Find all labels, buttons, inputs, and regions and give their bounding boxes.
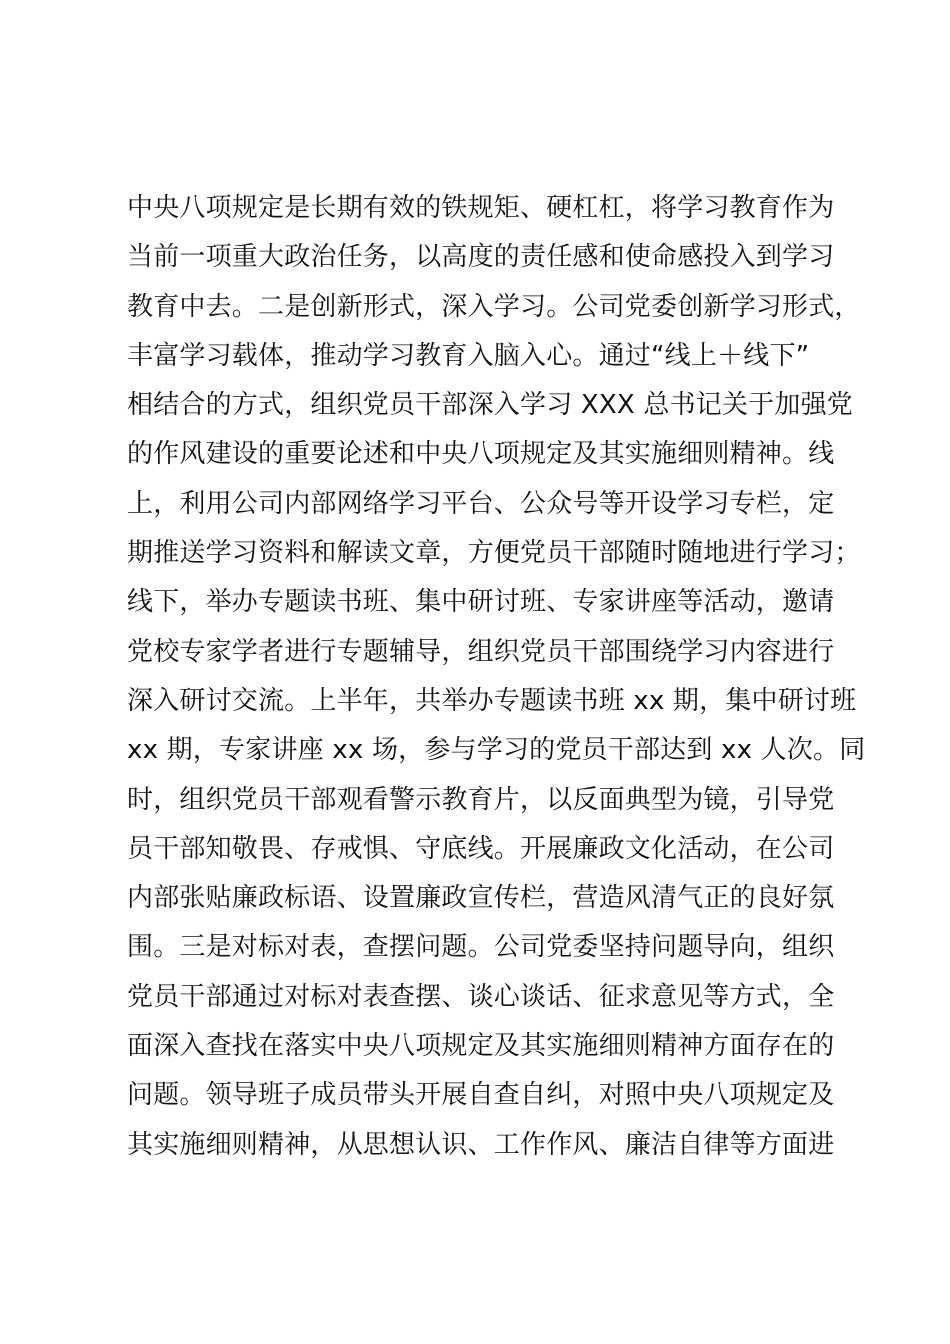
text-line-6: 的作风建设的重要论述和中央八项规定及其实施细则精神。线 [127, 439, 835, 470]
text-line-13: 时，组织党员干部观看警示教育片，以反面典型为镜，引导党 [127, 784, 835, 815]
text-line-8: 期推送学习资料和解读文章，方便党员干部随时随地进行学习； [127, 538, 861, 569]
text-line-2: 当前一项重大政治任务，以高度的责任感和使命感投入到学习 [127, 242, 835, 273]
text-line-12: xx 期，专家讲座 xx 场，参与学习的党员干部达到 xx 人次。同 [127, 735, 866, 766]
text-line-20: 其实施细则精神，从思想认识、工作作风、廉洁自律等方面进 [127, 1129, 835, 1160]
body-paragraph [127, 184, 867, 1170]
text-line-10: 党校专家学者进行专题辅导，组织党员干部围绕学习内容进行 [127, 636, 835, 667]
text-line-4: 丰富学习载体，推动学习教育入脑入心。通过“线上＋线下” [127, 340, 810, 371]
text-line-11: 深入研讨交流。上半年，共举办专题读书班 xx 期，集中研讨班 [127, 685, 857, 716]
text-line-18: 面深入查找在落实中央八项规定及其实施细则精神方面存在的 [127, 1031, 835, 1062]
text-line-1: 中央八项规定是长期有效的铁规矩、硬杠杠，将学习教育作为 [127, 193, 835, 223]
text-line-14: 员干部知敬畏、存戒惧、守底线。开展廉政文化活动，在公司 [127, 833, 835, 864]
text-line-5: 相结合的方式，组织党员干部深入学习 XXX 总书记关于加强党 [127, 390, 853, 421]
text-line-17: 党员干部通过对标对表查摆、谈心谈话、征求意见等方式，全 [127, 981, 835, 1012]
text-line-9: 线下，举办专题读书班、集中研讨班、专家讲座等活动，邀请 [127, 587, 835, 618]
text-line-16: 围。三是对标对表，查摆问题。公司党委坚持问题导向，组织 [127, 932, 835, 963]
text-line-7: 上，利用公司内部网络学习平台、公众号等开设学习专栏，定 [127, 488, 835, 519]
text-line-3: 教育中去。二是创新形式，深入学习。公司党委创新学习形式， [127, 291, 861, 322]
text-line-19: 问题。领导班子成员带头开展自查自纠，对照中央八项规定及 [127, 1080, 835, 1111]
text-line-15: 内部张贴廉政标语、设置廉政宣传栏，营造风清气正的良好氛 [127, 883, 835, 914]
